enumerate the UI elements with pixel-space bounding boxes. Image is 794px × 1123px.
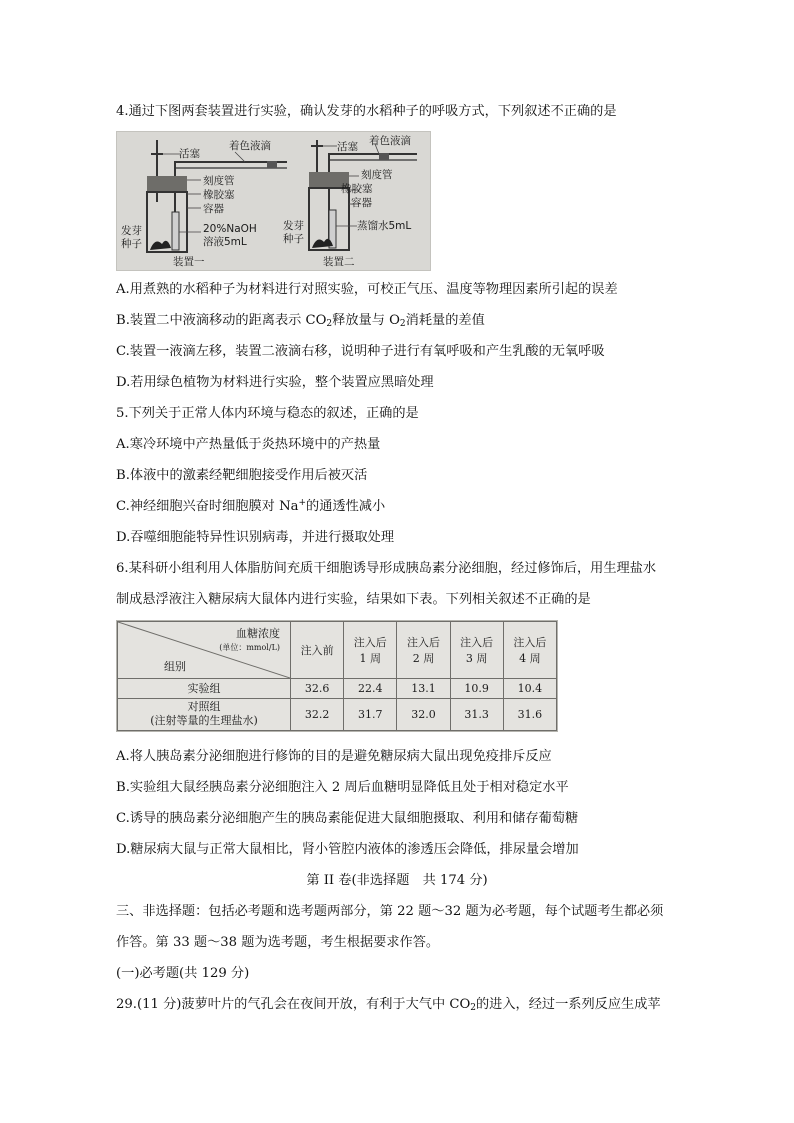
table-cell: 10.9 <box>450 678 503 698</box>
device2-solution-label: 蒸馏水5mL <box>357 220 412 232</box>
q6-option-d: D.糖尿病大鼠与正常大鼠相比，肾小管腔内液体的渗透压会降低，排尿量会增加 <box>116 842 579 857</box>
q29-sub: 2 <box>470 1003 476 1013</box>
corner-bottom-label: 组别 <box>164 659 186 673</box>
q6-option-c: C.诱导的胰岛素分泌细胞产生的胰岛素能促进大鼠细胞摄取、利用和储存葡萄糖 <box>116 811 579 826</box>
col-header-week1 <box>344 622 397 679</box>
device2-stopper-label: 活塞 <box>337 141 358 153</box>
q5-option-c <box>116 497 706 517</box>
device1-caption: 装置一 <box>173 256 205 268</box>
col-header-week3 <box>450 622 503 679</box>
table-cell: 31.3 <box>450 698 503 730</box>
q4-option-a: A.用煮熟的水稻种子为材料进行对照实验，可校正气压、温度等物理因素所引起的误差 <box>116 282 618 297</box>
q6-stem-line-1: 6.某科研小组利用人体脂肪间充质干细胞诱导形成胰岛素分泌细胞，经过修饰后，用生理盐水 <box>116 561 657 576</box>
device1-stopper-label: 活塞 <box>179 148 200 160</box>
q4-stem: 4.通过下图两套装置进行实验，确认发芽的水稻种子的呼吸方式，下列叙述不正确的是 <box>116 104 617 119</box>
q4-option-c: C.装置一液滴左移，装置二液滴右移，说明种子进行有氧呼吸和产生乳酸的无氧呼吸 <box>116 344 605 359</box>
col-header-week4 <box>503 622 556 679</box>
device1-solution-label-2: 溶液5mL <box>203 236 247 248</box>
device2-droplet-label: 着色液滴 <box>369 135 411 147</box>
q29-text-2: 的进入，经过一系列反应生成苹 <box>476 997 661 1012</box>
section3-line-1: 三、非选择题：包括必考题和选考题两部分，第 22 题～32 题为必考题，每个试题考生都必须 <box>116 904 664 919</box>
col3-line2: 2 周 <box>412 651 435 665</box>
q4-option-b-text-1: B.装置二中液滴移动的距离表示 CO <box>116 313 327 328</box>
table-cell: 22.4 <box>344 678 397 698</box>
col3-line1: 注入后 <box>406 635 440 649</box>
table-corner-cell <box>118 622 291 679</box>
q6-stem-line-2: 制成悬浮液注入糖尿病大鼠体内进行实验，结果如下表。下列相关叙述不正确的是 <box>116 592 591 607</box>
q6-option-a: A.将人胰岛素分泌细胞进行修饰的目的是避免糖尿病大鼠出现免疫排斥反应 <box>116 749 552 764</box>
q6-data-table <box>116 620 558 732</box>
table-row <box>118 678 557 698</box>
device1-container-label: 容器 <box>203 203 224 215</box>
col-header-before: 注入前 <box>291 622 344 679</box>
table-cell: 32.2 <box>291 698 344 730</box>
apparatus-diagram <box>117 132 430 270</box>
device-two <box>283 134 417 268</box>
q4-apparatus-figure <box>116 131 431 271</box>
corner-top-text: 血糖浓度 <box>236 627 280 640</box>
table-cell: 32.0 <box>397 698 450 730</box>
device2-plug-label: 橡胶塞 <box>341 183 373 195</box>
device2-tube-label: 刻度管 <box>361 169 393 181</box>
device1-droplet-label: 着色液滴 <box>229 140 271 152</box>
q4-option-b-text-2: 释放量与 O <box>332 313 400 328</box>
device1-solution-label-1: 20%NaOH <box>203 223 257 235</box>
device1-seed-label-1: 发芽 <box>121 225 142 237</box>
device1-seed-label-2: 种子 <box>121 238 142 250</box>
table-row <box>118 698 557 730</box>
device2-seed-label-1: 发芽 <box>283 220 304 232</box>
q29-text-1: 29.(11 分)菠萝叶片的气孔会在夜间开放，有利于大气中 CO <box>116 997 471 1012</box>
q4-option-b-sub-1: 2 <box>326 319 333 329</box>
q5-option-c-text-2: 的通透性减小 <box>306 499 386 514</box>
q4-option-b-sub-2: 2 <box>399 319 406 329</box>
col5-line2: 4 周 <box>519 651 541 665</box>
blood-glucose-table <box>117 621 557 731</box>
q29-stem <box>116 995 706 1015</box>
device-one <box>121 139 287 268</box>
table-header-row <box>118 622 557 679</box>
section3-line-2: 作答。第 33 题～38 题为选考题，考生根据要求作答。 <box>116 935 440 950</box>
device2-caption: 装置二 <box>323 256 355 268</box>
row-label-experimental: 实验组 <box>118 678 291 698</box>
col5-line1: 注入后 <box>513 635 547 649</box>
q4-option-b-text-3: 消耗量的差值 <box>405 313 485 328</box>
table-cell: 13.1 <box>397 678 450 698</box>
col-header-week2 <box>397 622 450 679</box>
table-cell: 31.6 <box>503 698 556 730</box>
control-label-2: (注射等量的生理盐水) <box>150 714 258 728</box>
q5-option-b: B.体液中的激素经靶细胞接受作用后被灭活 <box>116 468 368 483</box>
col4-line1: 注入后 <box>460 635 494 649</box>
device2-container-label: 容器 <box>351 197 372 209</box>
q5-option-c-sup: + <box>298 498 307 508</box>
corner-top-label <box>219 627 280 655</box>
q5-stem: 5.下列关于正常人体内环境与稳态的叙述，正确的是 <box>116 406 419 421</box>
q5-option-c-text-1: C.神经细胞兴奋时细胞膜对 Na <box>116 499 299 514</box>
device2-seed-label-2: 种子 <box>283 233 304 245</box>
row-label-control <box>118 698 291 730</box>
q4-option-d: D.若用绿色植物为材料进行实验，整个装置应黑暗处理 <box>116 375 434 390</box>
part2-title: 第 II 卷(非选择题 共 174 分) <box>306 873 488 888</box>
q5-option-a: A.寒冷环境中产热量低于炎热环境中的产热量 <box>116 437 381 452</box>
col4-line2: 3 周 <box>465 651 488 665</box>
col2-line1: 注入后 <box>353 635 387 649</box>
q6-option-b: B.实验组大鼠经胰岛素分泌细胞注入 2 周后血糖明显降低且处于相对稳定水平 <box>116 780 569 795</box>
required-section-heading: (一)必考题(共 129 分) <box>116 966 250 981</box>
control-label-1: 对照组 <box>187 700 221 714</box>
table-cell: 32.6 <box>291 678 344 698</box>
device1-plug-label: 橡胶塞 <box>203 189 235 201</box>
corner-unit-text: (单位：mmol/L) <box>219 643 280 652</box>
col2-line2: 1 周 <box>359 651 382 665</box>
q4-option-b <box>116 311 706 331</box>
q5-option-d: D.吞噬细胞能特异性识别病毒，并进行摄取处理 <box>116 530 395 545</box>
table-cell: 10.4 <box>503 678 556 698</box>
device1-tube-label: 刻度管 <box>203 175 235 187</box>
table-cell: 31.7 <box>344 698 397 730</box>
